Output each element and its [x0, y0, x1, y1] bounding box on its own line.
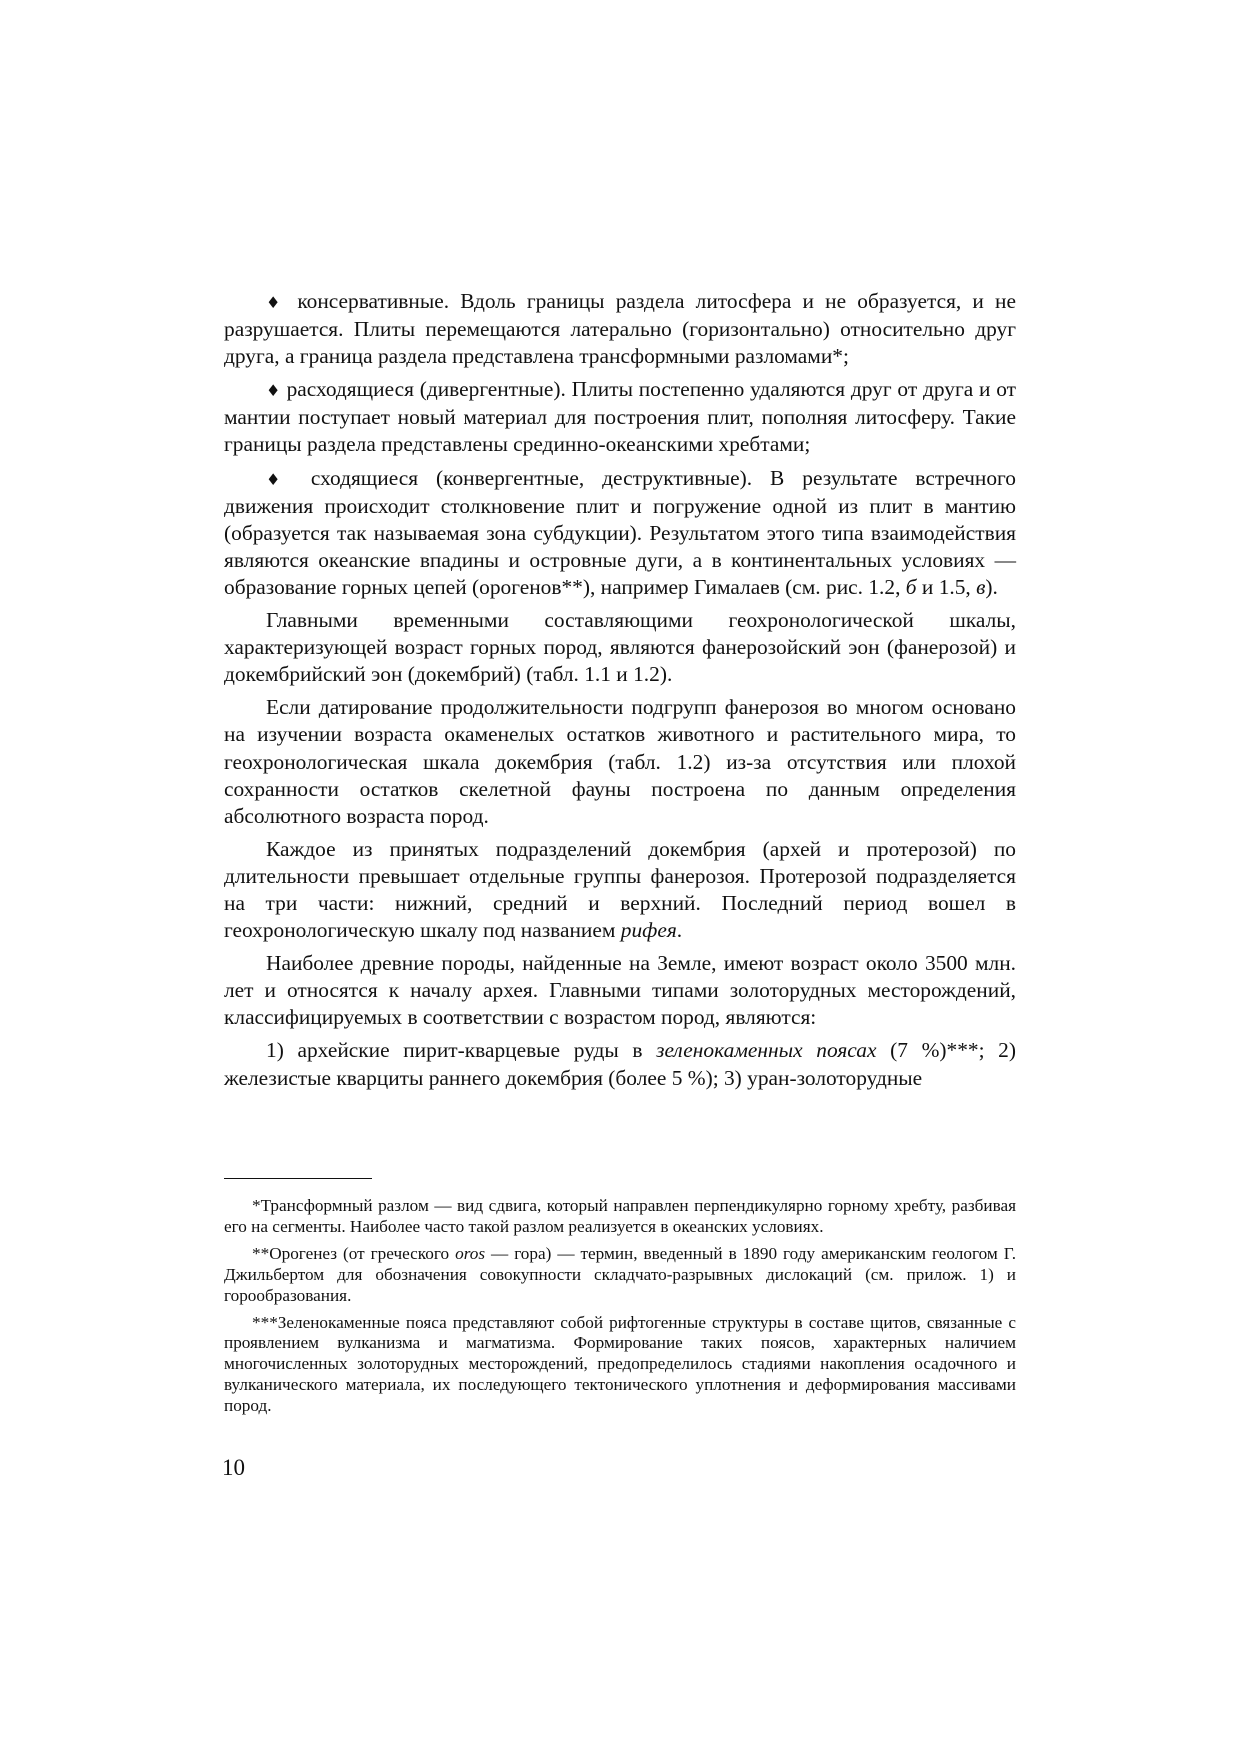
paragraph-precambrian: Каждое из принятых подразделений докембрия (архей и протерозой) по длительности превышает отдельные группы фанерозоя. Протерозой подразделяется на три части: нижний, средний и верхний. Последний период вошел в геохронологическую шкалу под названием рифея. — [224, 836, 1016, 943]
list-item-conservative: ♦ консервативные. Вдоль границы раздела литосфера и не образуется, и не разрушается. Плиты перемещаются латерально (горизонтально) относительно друг друга, а граница раздела представлена трансформными разломами*; — [224, 289, 1016, 369]
paragraph-deposit-types: 1) архейские пирит-кварцевые руды в зеленокаменных поясах (7 %)***; 2) железистые кварциты раннего докембрия (более 5 %); 3) уран-золоторудные — [224, 1038, 1017, 1090]
footnote-separator — [224, 1178, 372, 1179]
list-item-convergent: ♦ сходящиеся (конвергентные, деструктивные). В результате встречного движения происходит столкновение плит и погружение одной из плит в мантию (образуется так называемая зона субдукции). Результатом этого типа взаимодействия являются океанские впадины и островные дуги, а в континентальных условиях — образование горных цепей (орогенов**), например Гималаев (см. рис. 1.2, б и 1.5, в). — [224, 465, 1016, 599]
footnote-transform-fault: *Трансформный разлом — вид сдвига, который направлен перпендикулярно горному хребту, разбивая его на сегменты. Наиболее часто такой разлом реализуется в океанских условиях. — [224, 1196, 1016, 1236]
page-number: 10 — [222, 1455, 245, 1480]
paragraph-dating: Если датирование продолжительности подгрупп фанерозоя во многом основано на изучении возраста окаменелых остатков животного и растительного мира, то геохронологическая шкала докембрия (табл. 1.2) из-за отсутствия или плохой сохранности остатков скелетной фауны построена по данным определения абсолютного возраста пород. — [224, 695, 1016, 828]
footnote-orogenesis: **Орогенез (от греческого oros — гора) — термин, введенный в 1890 году американским геологом Г. Джильбертом для обозначения совокупности складчато-разрывных дислокаций (см. прилож. 1) и горообразования. — [224, 1243, 1016, 1305]
bullet-diamond-icon: ♦ — [266, 381, 281, 401]
footnote-greenstone-belts: ***Зеленокаменные пояса представляют собой рифтогенные структуры в составе щитов, связанные с проявлением вулканизма и магматизма. Формирование таких поясов, характерных наличием многочисленных золоторудных месторождений, предопределилось стадиями накопления осадочного и вулканического материала, их последующего тектонического уплотнения и деформирования массивами пород. — [224, 1312, 1016, 1416]
footnotes — [224, 1196, 1016, 1417]
paragraph-ancient-rocks: Наиболее древние породы, найденные на Земле, имеют возраст около 3500 млн. лет и относятся к началу архея. Главными типами золоторудных месторождений, классифицируемых в соответствии с возрастом пород, являются: — [224, 951, 1016, 1030]
paragraph-phanerozoic: Главными временными составляющими геохронологической шкалы, характеризующей возраст горных пород, являются фанерозойский эон (фанерозой) и докембрийский эон (докембрий) (табл. 1.1 и 1.2). — [224, 608, 1016, 687]
main-text — [224, 288, 1016, 1092]
list-item-divergent: ♦ расходящиеся (дивергентные). Плиты постепенно удаляются друг от друга и от мантии поступает новый материал для построения плит, пополняя литосферу. Такие границы раздела представлены срединно-океанскими хребтами; — [224, 377, 1016, 457]
bullet-diamond-icon: ♦ — [266, 293, 287, 312]
bullet-diamond-icon: ♦ — [266, 469, 293, 489]
